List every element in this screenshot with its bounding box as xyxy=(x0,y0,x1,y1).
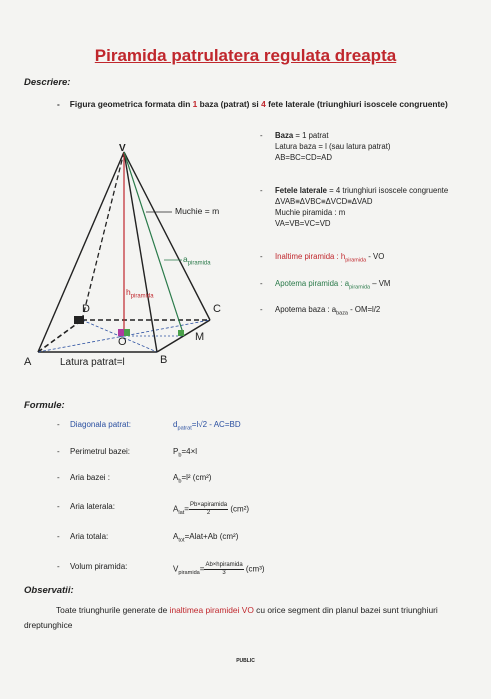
height-label: $h_{piramida}$ xyxy=(126,287,154,300)
latura-label: Latura patrat=l xyxy=(60,357,125,368)
right-angle-O2 xyxy=(124,329,130,336)
description-line: - Figura geometrica formata din 1 baza (patrat) si 4 fete laterale (triunghiuri isoscele congruente) xyxy=(57,99,448,109)
fraction-aria-laterala: $\frac{\text{Pb×apiramida}}{2}$ xyxy=(189,502,228,516)
prop-apotema: - Apotema piramida : $a_{piramida}$ – VM xyxy=(260,279,391,291)
vertex-A-label: A xyxy=(24,356,32,368)
prop-baza: - Baza = 1 patrat Latura baza = l (sau latura patrat) AB=BC=CD=AD xyxy=(260,131,391,162)
point-O-label: O xyxy=(118,336,127,348)
section-descriere: Descriere: xyxy=(24,77,71,88)
prop-fete: - Fetele laterale = 4 triunghiuri isoscele congruente ΔVAB≡ΔVBC≡ΔVCD≡ΔVAD Muchie piramida : m VA=VB=VC=VD xyxy=(260,186,449,228)
document-page: Piramida patrulatera regulata dreapta Descriere: - Figura geometrica formata din 1 baza (patrat) si 4 fete laterale (triunghiuri isoscele congruente) V A B C D O M Muchie = m $a_{piramida}$ $h_{piramida}$ Latura patrat=l - Baza = 1 patrat Latura baza = l (sau latura patrat) AB=BC=CD=AD - Fetele laterale = 4 triunghiuri isoscele congruente ΔVAB≡ΔVBC≡ΔVCD≡ΔVAD Muchie piramida : m VA=VB=VC=VD - Inaltime piramida : $h_{piramida}$ - VO - Apotema piramida : $a_{piramida}$ – VM - Apotema baza : $a_{baza} - OM=l/2$ Formule: - Diagonala patrat: $d_{patrat}=l√2 - AC=BD$ - Perimetrul bazei: $P_b=4\times l$ - Aria bazei : $A_b=l^2$ (cm²) - Aria laterala: $A_{lat}=$ $\frac{\text{Pb×apiramida}}{2} (cm^2)$ - Aria totala: $A_{tot}=Alat+Ab$ (cm²) - Volum piramida: $V_{piramida}=$ $\frac{\text{Ab×hpiramida}}{3} (cm^3)$ Observatii: Toate triunghurile generate de inaltimea piramidei VO cu orice segment din planul bazei sunt triunghiuri dreptunghice PUBLIC xyxy=(0,0,491,699)
footer-classification: PUBLIC xyxy=(236,658,255,664)
pyramid-figure xyxy=(0,140,260,380)
prop-apotema-baza: - Apotema baza : $a_{baza} - OM=l/2$ xyxy=(260,305,381,317)
muchie-label: Muchie = m xyxy=(175,206,220,216)
right-angle-O xyxy=(118,329,125,336)
edge-VB xyxy=(124,152,157,352)
vertex-D-label: D xyxy=(82,303,90,315)
section-observatii: Observatii: xyxy=(24,585,74,596)
corner-D-mark xyxy=(74,316,84,324)
vertex-C-label: C xyxy=(213,303,221,315)
section-formule: Formule: xyxy=(24,400,65,411)
observation-text: Toate triunghurile generate de inaltimea piramidei VO cu orice segment din planul bazei sunt triunghiuri dreptunghice xyxy=(24,605,438,630)
fraction-volum: $\frac{\text{Ab×hpiramida}}{3}$ xyxy=(205,562,243,576)
page-title: Piramida patrulatera regulata dreapta xyxy=(94,46,397,65)
apothem-VM xyxy=(124,152,184,336)
point-M-label: M xyxy=(195,331,205,343)
prop-inaltime: - Inaltime piramida : $h_{piramida}$ - VO xyxy=(260,252,385,264)
apotema-label: $a_{piramida}$ xyxy=(183,254,211,267)
vertex-V-label: V xyxy=(119,143,126,154)
vertex-B-label: B xyxy=(160,354,168,366)
right-angle-M xyxy=(178,330,184,336)
